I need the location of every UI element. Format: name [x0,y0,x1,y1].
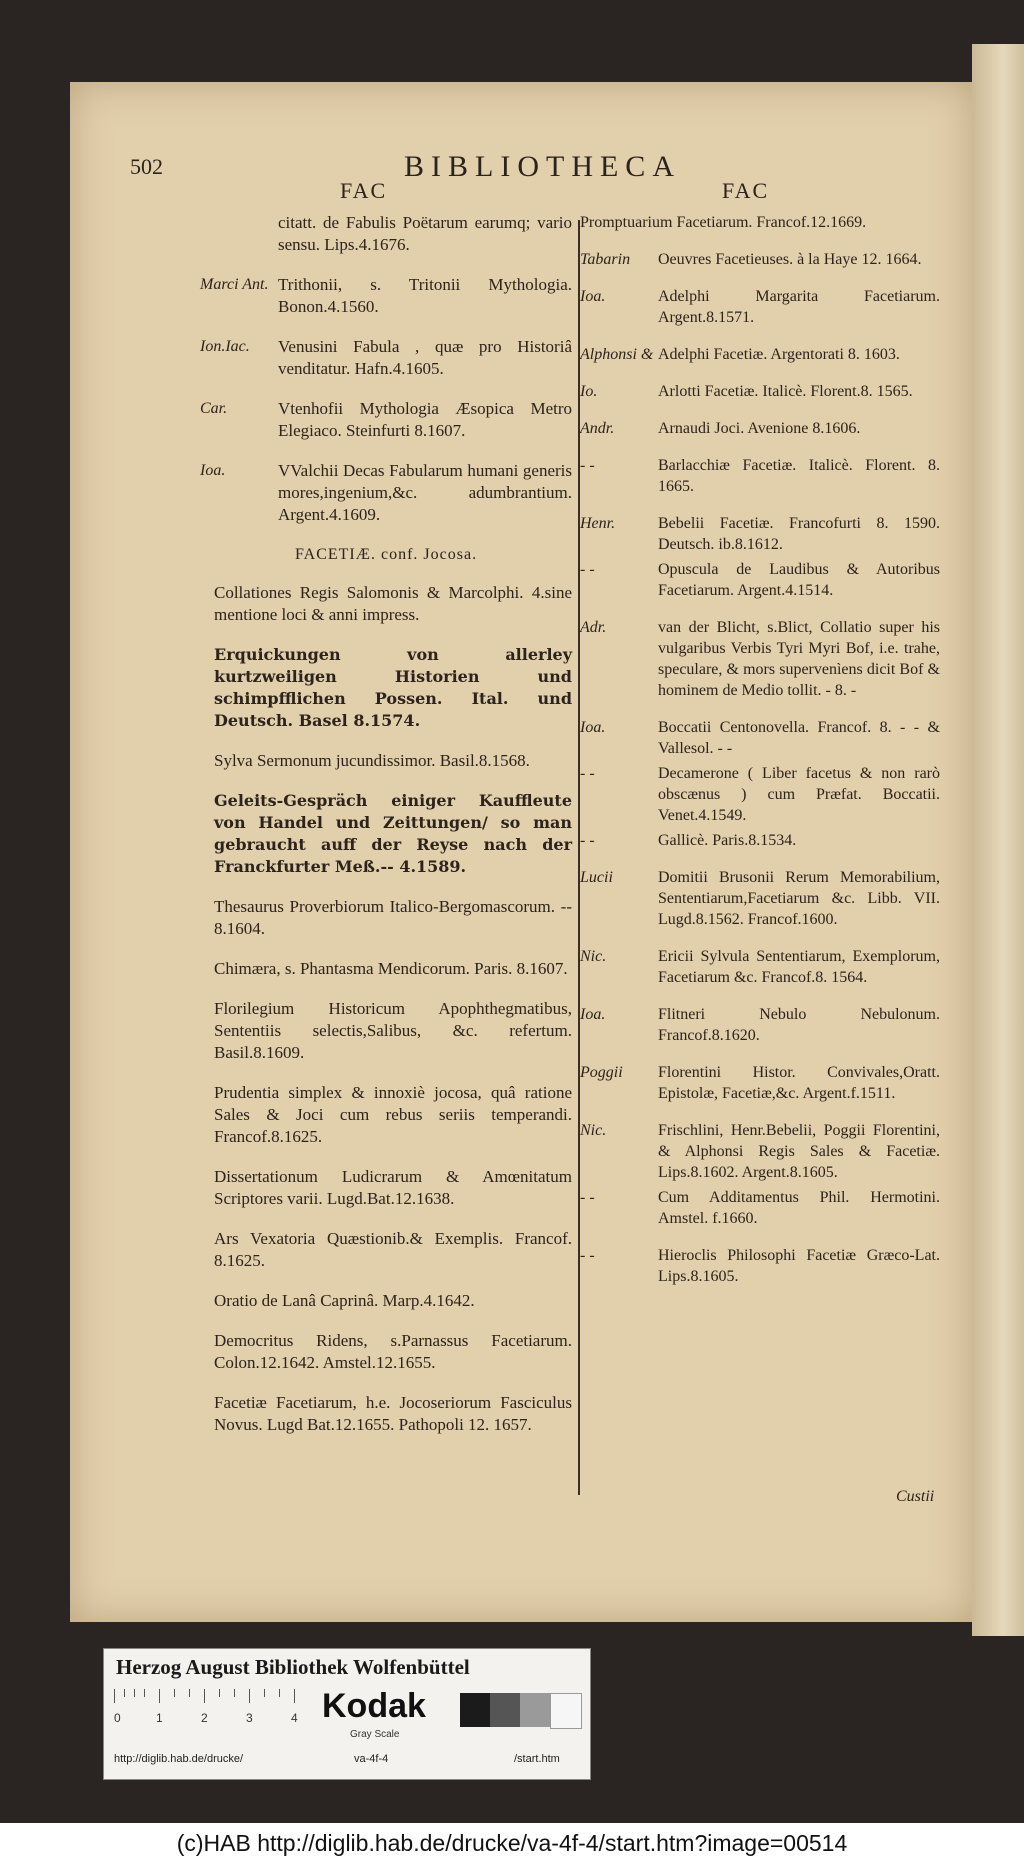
entry-text: Sylva Sermonum jucundissimor. Basil.8.1568. [214,751,530,770]
list-item [200,582,572,626]
entry-label: Adr. [580,619,607,636]
column-head-right: FAC [722,178,770,203]
entry-text: Ericii Sylvula Sententiarum, Exemplorum, Facetiarum &c. Francof.8. 1564. [658,948,940,986]
list-item [580,1062,940,1104]
entry-text: Gallicè. Paris.8.1534. [658,832,797,849]
entry-text: Chimæra, s. Phantasma Mendicorum. Paris. 8.1607. [214,959,568,978]
ruler-label: 1 [156,1711,163,1725]
ruler-label: 3 [246,1711,253,1725]
entry-text: Vtenhofii Mythologia Æsopica Metro Elegiaco. Steinfurti 8.1607. [278,399,572,440]
entry-text: van der Blicht, s.Blict, Collatio super his vulgaribus Verbis Tyri Myri Bof, i.e. trahe, speculare, & mors supervenìens dicit Bof & hominem de Medio tollit. - 8. - [658,619,940,699]
entry-text: citatt. de Fabulis Poëtarum earumq; vario sensu. Lips.4.1676. [278,213,572,254]
entry-label: - - [580,1189,595,1206]
entry-label: - - [580,1247,595,1264]
ruler-label: 0 [114,1711,121,1725]
card-start: /start.htm [514,1753,560,1765]
list-item [580,249,940,270]
entry-label: Car. [200,400,228,417]
entry-text: Barlacchiæ Facetiæ. Italicè. Florent. 8. 1665. [658,457,940,495]
entry-label: Poggii [580,1064,623,1081]
list-item [200,790,572,878]
entry-label: Ion.Iac. [200,338,250,355]
list-item [580,1187,940,1229]
entry-label: Marci Ant. [200,276,269,293]
list-item [580,455,940,497]
gray-swatch-black [460,1693,490,1727]
entry-label: - - [580,765,595,782]
entry-text: Decamerone ( Liber facetus & non rarò obscænus ) cum Præfat. Boccatii. Venet.4.1549. [658,765,940,824]
list-item [200,750,572,772]
gray-swatch-mid [520,1693,550,1727]
list-item [200,274,572,318]
entry-label: Lucii [580,869,613,886]
list-item [200,460,572,526]
list-item [580,1120,940,1183]
entry-text: VValchii Decas Fabularum humani generis mores,ingenium,&c. adumbrantium. Argent.4.1609. [278,461,572,524]
page-number: 502 [130,154,163,179]
entry-label: - - [580,832,595,849]
ruler-label: 4 [291,1711,298,1725]
entry-label: Ioa. [580,719,606,736]
entry-label: Alphonsi & [580,346,654,363]
entry-text: Geleits-Gespräch einiger Kauffleute von Handel und Zeittungen/ so man gebraucht auff der Reyse nach der Franckfurter Meß.-- 4.1589. [214,791,572,876]
list-item [200,1228,572,1272]
entry-text: Adelphi Margarita Facetiarum. Argent.8.1571. [658,288,940,326]
entry-text: Erquickungen von allerley kurtzweiligen Historien und schimpfflichen Possen. Ital. und Deutsch. Basel 8.1574. [214,645,572,730]
entry-label: Nic. [580,1122,607,1139]
list-item [200,1290,572,1312]
entry-text: Oeuvres Facetieuses. à la Haye 12. 1664. [658,251,922,268]
list-item [200,896,572,940]
entry-text: Cum Additamentus Phil. Hermotini. Amstel. f.1660. [658,1189,940,1227]
entry-text: Boccatii Centonovella. Francof. 8. - - & Vallesol. - - [658,719,940,757]
list-item [580,946,940,988]
entry-label: Io. [580,383,598,400]
list-item [580,418,940,439]
entry-text: Arlotti Facetiæ. Italicè. Florent.8. 1565. [658,383,913,400]
entry-label: - - [580,457,595,474]
page-edge [972,44,1024,1636]
entry-text: Florilegium Historicum Apophthegmatibus, Sententiis selectis,Salibus, &c. refertum. Basil.8.1609. [214,999,572,1062]
page-header [130,150,970,190]
list-item [200,398,572,442]
list-item [200,336,572,380]
entry-text: Opuscula de Laudibus & Autoribus Facetiarum. Argent.4.1514. [658,561,940,599]
column-head-left: FAC [340,178,388,203]
list-item [580,1004,940,1046]
list-item [580,617,940,701]
catchword: Custii [896,1488,935,1505]
list-item [200,644,572,732]
entry-label: - - [580,561,595,578]
entry-text: Florentini Histor. Convivales,Oratt. Epistolæ, Facetiæ,&c. Argent.f.1511. [658,1064,940,1102]
gray-swatch-white [550,1693,582,1729]
color-calibration-card [103,1648,591,1780]
gray-scale-label: Gray Scale [350,1729,400,1740]
entry-text: Adelphi Facetiæ. Argentorati 8. 1603. [658,346,900,363]
entry-text: Flitneri Nebulo Nebulonum. Francof.8.1620. [658,1006,940,1044]
entry-label: Ioa. [580,1006,606,1023]
entry-text: Domitii Brusonii Rerum Memorabilium, Sententiarum,Facetiarum &c. Libb. VII. Lugd.8.1562. Francof.1600. [658,869,940,928]
entry-text: Frischlini, Henr.Bebelii, Poggii Florentini, & Alphonsi Regis Sales & Facetiæ. Lips.8.1602. Argent.8.1605. [658,1122,940,1181]
source-footer: (c)HAB http://diglib.hab.de/drucke/va-4f-4/start.htm?image=00514 [0,1823,1024,1863]
list-item [580,867,940,930]
entry-label: Ioa. [580,288,606,305]
ruler [114,1689,314,1729]
list-item [200,1392,572,1436]
list-item [580,513,940,555]
entry-label: Henr. [580,515,616,532]
list-item [200,1082,572,1148]
entry-text: Venusini Fabula , quæ pro Historiâ venditatur. Hafn.4.1605. [278,337,572,378]
entry-text: Thesaurus Proverbiorum Italico-Bergomascorum. -- 8.1604. [214,897,572,938]
entry-text: Facetiæ Facetiarum, h.e. Jocoseriorum Fasciculus Novus. Lugd Bat.12.1655. Pathopoli 12. 1657. [214,1393,572,1434]
list-item [200,1330,572,1374]
left-column [200,212,572,1454]
entry-text: Collationes Regis Salomonis & Marcolphi. 4.sine mentione loci & anni impress. [214,583,572,624]
list-item [200,958,572,980]
entry-label: Tabarin [580,251,631,268]
list-item [580,1245,940,1287]
entry-text: Democritus Ridens, s.Parnassus Facetiarum. Colon.12.1642. Amstel.12.1655. [214,1331,572,1372]
library-name: Herzog August Bibliothek Wolfenbüttel [116,1655,470,1679]
entry-text: Prudentia simplex & innoxiè jocosa, quâ ratione Sales & Joci cum rebus seriis temperandi. Francof.8.1625. [214,1083,572,1146]
list-item [200,212,572,256]
entry-label: Andr. [580,420,615,437]
card-id: va-4f-4 [354,1753,389,1765]
list-item [580,830,940,851]
section-heading: FACETIÆ. conf. Jocosa. [294,546,478,563]
list-item [200,998,572,1064]
list-item [580,763,940,826]
entry-text: Bebelii Facetiæ. Francofurti 8. 1590. Deutsch. ib.8.1612. [658,515,940,553]
entry-label [200,212,278,256]
entry-text: Promptuarium Facetiarum. Francof.12.1669. [580,214,867,231]
ruler-label: 2 [201,1711,208,1725]
kodak-logo: Kodak [322,1687,426,1725]
entry-text: Hieroclis Philosophi Facetiæ Græco-Lat. Lips.8.1605. [658,1247,940,1285]
entry-text: Trithonii, s. Tritonii Mythologia. Bonon.4.1560. [278,275,572,316]
list-item [580,212,940,233]
list-item [580,344,940,365]
entry-text: Arnaudi Joci. Avenione 8.1606. [658,420,861,437]
list-item [200,1166,572,1210]
right-column [580,212,940,1295]
entry-label: Nic. [580,948,607,965]
list-item [580,717,940,759]
list-item [580,559,940,601]
entry-text: Oratio de Lanâ Caprinâ. Marp.4.1642. [214,1291,475,1310]
gray-swatch-dark [490,1693,520,1727]
entry-text: Dissertationum Ludicrarum & Amœnitatum Scriptores varii. Lugd.Bat.12.1638. [214,1167,572,1208]
entry-label: Ioa. [200,462,226,479]
card-url: http://diglib.hab.de/drucke/ [114,1753,244,1765]
entry-text: Ars Vexatoria Quæstionib.& Exemplis. Francof. 8.1625. [214,1229,572,1270]
running-title: BIBLIOTHECA [404,150,681,183]
list-item [580,381,940,402]
list-item [580,286,940,328]
